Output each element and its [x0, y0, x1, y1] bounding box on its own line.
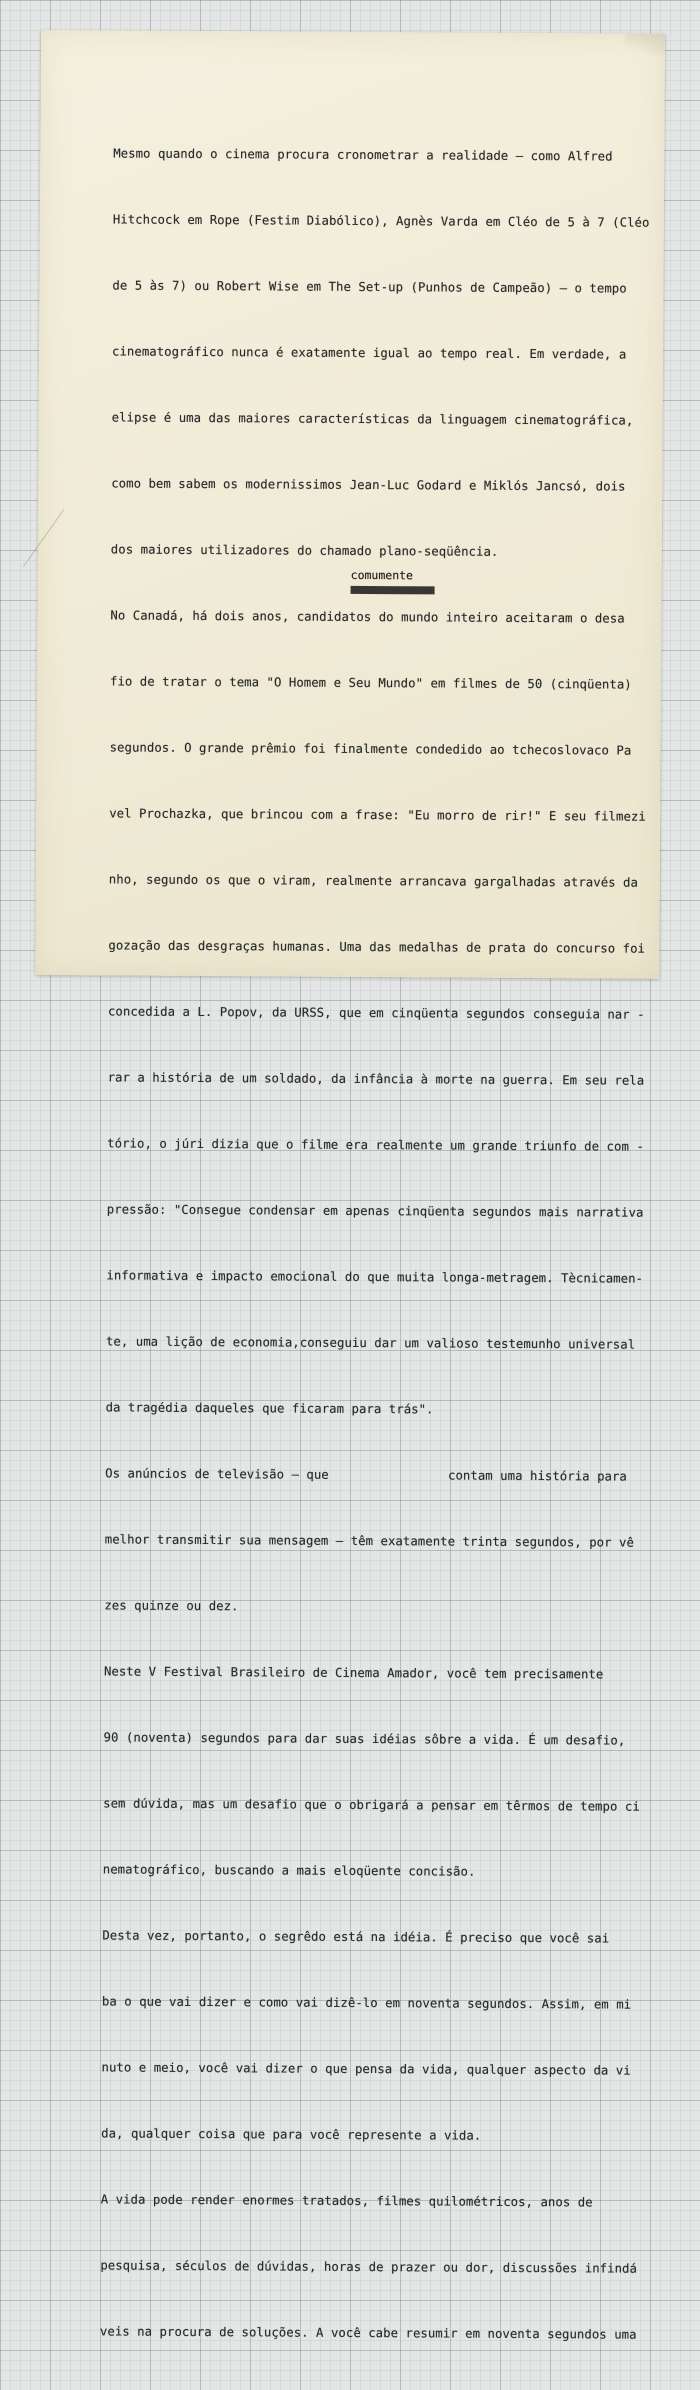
text-line: vel Prochazka, que brincou com a frase: "Eu morro de rir!" E seu filmezi: [109, 806, 646, 824]
typewritten-text: [100, 98, 664, 2389]
text-line: fio de tratar o tema "O Homem e Seu Mundo" em filmes de 50 (cinqüenta): [109, 674, 632, 692]
text-line: tório, o júri dizia que o filme era realmente um grande triunfo de com -: [107, 1136, 644, 1154]
text-line: gozação das desgraças humanas. Uma das medalhas de prata do concurso foi: [108, 938, 646, 956]
text-line: Os anúncios de televisão — que contam uma história para: [105, 1466, 627, 1484]
text-line: nematográfico, buscando a mais eloqüente concisão.: [102, 1862, 476, 1879]
struck-out-word: [351, 586, 435, 595]
text-line: te, uma lição de economia,conseguiu dar um valioso testemunho universal: [105, 1334, 636, 1352]
text-line: dos maiores utilizadores do chamado plano-seqüência.: [110, 542, 499, 559]
text-line: Mesmo quando o cinema procura cronometrar a realidade — como Alfred: [113, 146, 613, 164]
text-line: cinematográfico nunca é exatamente igual ao tempo real. Em verdade, a: [111, 344, 627, 362]
text-line: Hitchcock em Rope (Festim Diabólico), Agnès Varda em Cléo de 5 à 7 (Cléo: [112, 212, 650, 230]
text-line: de 5 às 7) ou Robert Wise em The Set-up (Punhos de Campeão) — o tempo: [112, 278, 627, 296]
text-line: pressão: "Consegue condensar em apenas cinqüenta segundos mais narrativa: [106, 1202, 644, 1220]
text-line: informativa e impacto emocional do que muita longa-metragem. Tècnicamen-: [106, 1268, 644, 1286]
text-line: ba o que vai dizer e como vai dizê-lo em noventa segundos. Assim, em mi: [101, 1994, 632, 2012]
text-line: No Canadá, há dois anos, candidatos do mundo inteiro aceitaram o desa: [110, 608, 625, 626]
text-line: concedida a L. Popov, da URSS, que em cinqüenta segundos conseguia nar -: [107, 1004, 645, 1022]
text-line: zes quinze ou dez.: [104, 1598, 239, 1614]
text-line: A vida pode render enormes tratados, filmes quilométricos, anos de: [100, 2192, 593, 2210]
text-line: segundos. O grande prêmio foi finalmente condedido ao tchecoslovaco Pa: [109, 740, 632, 758]
text-line: pesquisa, séculos de dúvidas, horas de prazer ou dor, discussões infindá: [100, 2258, 638, 2276]
text-line: da, qualquer coisa que para você represente a vida.: [101, 2126, 482, 2143]
text-line: rar a história de um soldado, da infância à morte na guerra. Em seu rela: [107, 1070, 645, 1088]
text-line: Desta vez, portanto, o segrêdo está na idéia. É preciso que você sai: [102, 1928, 610, 1946]
text-line: 90 (noventa) segundos para dar suas idéias sôbre a vida. É um desafio,: [103, 1730, 626, 1748]
handwritten-insertion: comumente: [350, 567, 414, 583]
paper-crease: [23, 509, 113, 601]
text-line: nho, segundo os que o viram, realmente arrancava gargalhadas através da: [108, 872, 639, 890]
text-line: da tragédia daqueles que ficaram para trás".: [105, 1400, 434, 1417]
text-line: melhor transmitir sua mensagem — têm exatamente trinta segundos, por vê: [104, 1532, 635, 1550]
text-line: como bem sabem os modernissimos Jean-Luc Godard e Miklós Jancsó, dois: [111, 476, 626, 494]
text-line: sem dúvida, mas um desafio que o obrigará a pensar em têrmos de tempo ci: [103, 1796, 640, 1814]
text-line: elipse é uma das maiores características da linguagem cinematográfica,: [111, 410, 634, 428]
typewritten-page: [35, 30, 665, 2342]
text-line: Neste V Festival Brasileiro de Cinema Amador, você tem precisamente: [103, 1664, 604, 1682]
text-line: veis na procura de soluções. A você cabe resumir em noventa segundos uma: [99, 2324, 637, 2342]
text-line: nuto e meio, você vai dizer o que pensa da vida, qualquer aspecto da vi: [101, 2060, 631, 2078]
